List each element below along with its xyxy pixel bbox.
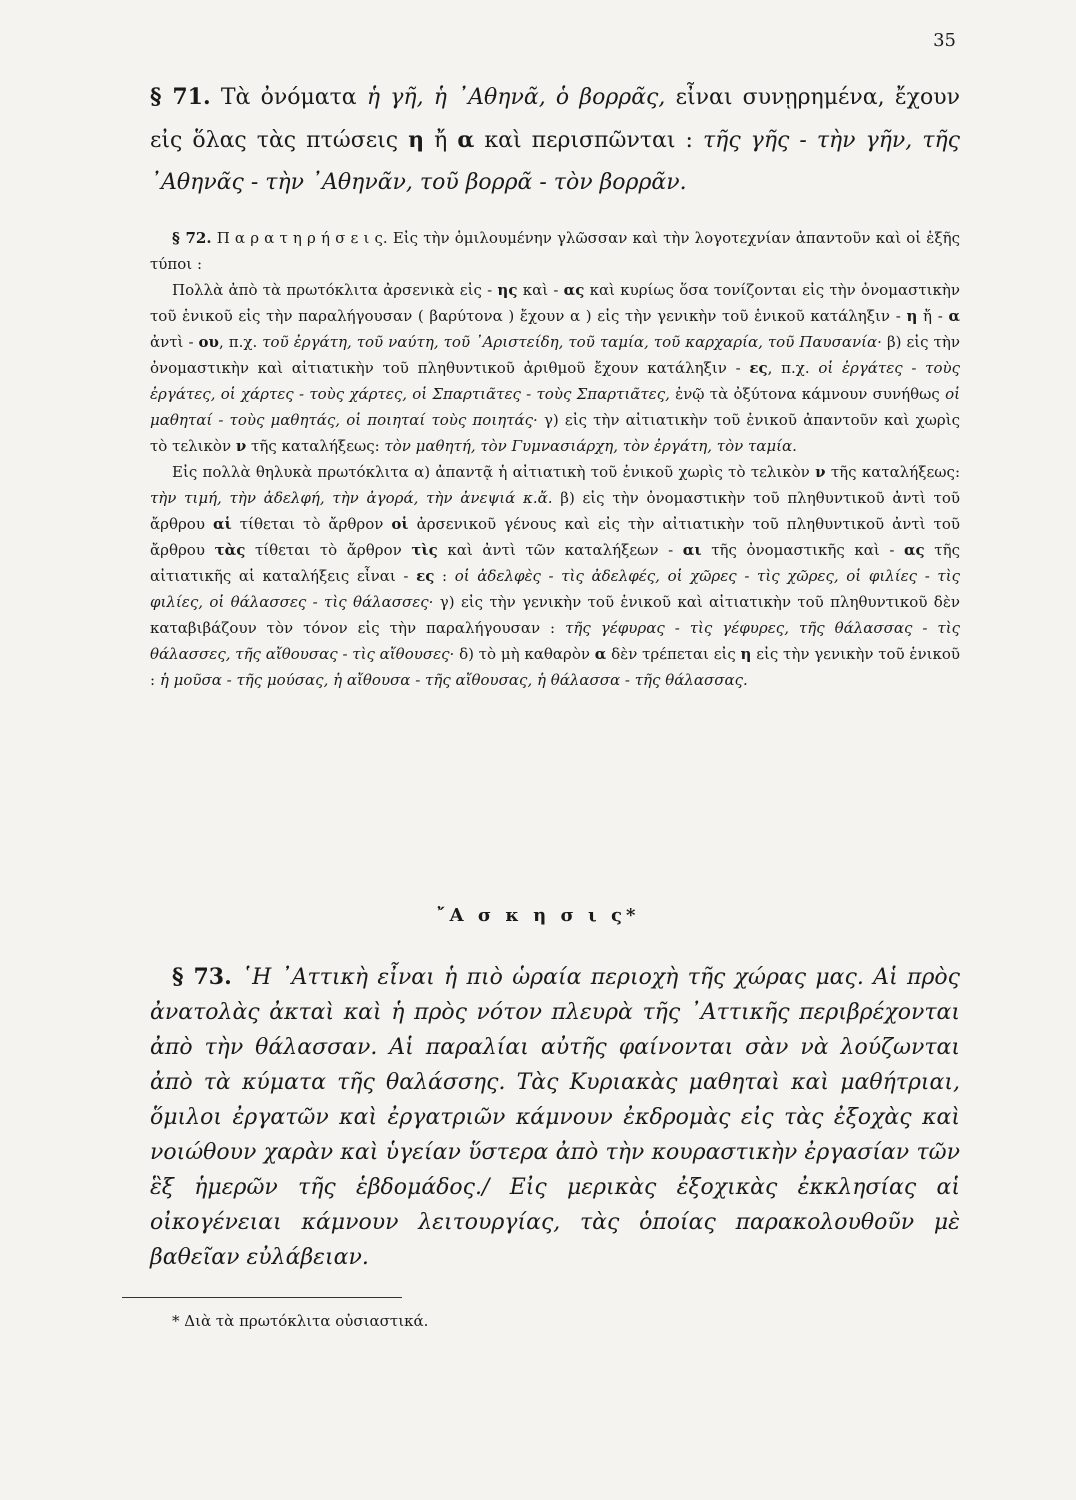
b: ες [749, 359, 768, 377]
italic-span: τῆς γῆς - τὴν γῆν, τῆς ᾿Αθηνᾶς - τὴν ᾿Αθηνᾶν, τοῦ βορρᾶ - τὸν βορρᾶν. [150, 128, 960, 195]
section-number: § 71. [150, 84, 211, 110]
b: τὶς [411, 541, 438, 559]
i: τὸν μαθητή, τὸν Γυμνασιάρχη, τὸν ἐργάτη, τὸν ταμία. [384, 437, 797, 455]
i: οἱ ἐργάτες - τοὺς ἐργάτες, οἱ χάρτες - τοὺς χάρτες, οἱ Σπαρτιᾶτες - τοὺς Σπαρτιᾶτες, [150, 359, 960, 403]
t: τῆς καταλήξεως: [825, 463, 960, 481]
section-73 [150, 960, 960, 1275]
b: η [906, 307, 918, 325]
t: καὶ κυρίως ὅσα τονίζονται εἰς τὴν ὀνομαστικὴν τοῦ ἑνικοῦ εἰς τὴν παραλήγουσαν ( βαρύτονα ) ἔχουν α ) εἰς τὴν γενικὴν τοῦ ἑνικοῦ κατάληξιν - [150, 281, 960, 325]
text-span: Τὰ ὀνόματα [210, 85, 367, 110]
t: εἰς τὴν γενικὴν τοῦ ἑνικοῦ : [150, 645, 961, 689]
b: αι [682, 541, 702, 559]
t: β) εἰς τὴν ὀνομαστικὴν καὶ αἰτιατικὴν τοῦ πληθυντικοῦ ἀριθμοῦ ἔχουν κατάληξιν - [150, 333, 960, 377]
t: τῆς καταλήξεως: [246, 437, 385, 455]
page-number: 35 [933, 30, 956, 51]
i: οἱ μαθηταί - τοὺς μαθητάς, οἱ ποιηταί τοὺς ποιητάς· [150, 385, 960, 429]
t: , π.χ. [767, 359, 819, 377]
section-number: § 72. [172, 229, 212, 247]
footnote: * Διὰ τὰ πρωτόκλιτα οὐσιαστικά. [172, 1312, 429, 1330]
t: γ) εἰς τὴν αἰτιατικὴν τοῦ ἑνικοῦ ἀπαντοῦν καὶ χωρὶς τὸ τελικὸν [150, 411, 960, 455]
t: : [434, 567, 455, 585]
bold-span: η [408, 127, 425, 153]
t: ἐνῷ τὰ ὀξύτονα κάμνουν συνήθως [669, 385, 946, 403]
masculine-paragraph [150, 277, 960, 459]
section-number: § 73. [172, 964, 232, 990]
i: ἡ μοῦσα - τῆς μούσας, ἡ αἴθουσα - τῆς αἴθουσας, ἡ θάλασσα - τῆς θάλασσας. [159, 671, 748, 689]
t: δ) τὸ μὴ καθαρὸν [454, 645, 595, 663]
t: ἀντὶ - [150, 333, 199, 351]
t: γ) εἰς τὴν γενικὴν τοῦ ἑνικοῦ καὶ αἰτιατικὴν τοῦ πληθυντικοῦ δὲν καταβιβάζουν τὸν τόνον εἰς τὴν παραλήγουσαν : [150, 593, 960, 637]
b: ν [815, 463, 826, 481]
i: τοῦ ἐργάτη, τοῦ ναύτη, τοῦ ᾿Αριστείδη, τοῦ ταμία, τοῦ καρχαρία, τοῦ Παυσανία· [262, 333, 882, 351]
b: ες [416, 567, 435, 585]
b: ης [497, 281, 518, 299]
feminine-paragraph [150, 459, 960, 693]
bold-span: α [457, 127, 475, 153]
text-span: ἤ [424, 128, 458, 153]
t: Πολλὰ ἀπὸ τὰ πρωτόκλιτα ἀρσενικὰ εἰς - [172, 281, 498, 299]
text-span: Εἰς τὴν ὁμιλουμένην γλῶσσαν καὶ τὴν λογοτεχνίαν ἀπαντοῦν καὶ οἱ ἑξῆς τύποι : [150, 229, 960, 273]
t: δὲν τρέπεται εἰς [606, 645, 741, 663]
observations-label: Π α ρ α τ η ρ ή σ ε ι ς. [211, 229, 388, 247]
t: τῆς αἰτιατικῆς αἱ καταλήξεις εἶναι - [150, 541, 960, 585]
b: ν [235, 437, 247, 455]
t: ἤ - [917, 307, 949, 325]
b: αἱ [212, 515, 232, 533]
i: τῆς γέφυρας - τὶς γέφυρες, τῆς θάλασσας - τὶς θάλασσες, τῆς αἴθουσας - τὶς αἴθουσες· [150, 619, 960, 663]
t: καὶ - [517, 281, 564, 299]
b: α [594, 645, 607, 663]
section-71 [150, 76, 960, 204]
b: ου [198, 333, 219, 351]
text-span: καὶ περισπῶνται : [474, 128, 703, 153]
t: Εἰς πολλὰ θηλυκὰ πρωτόκλιτα α) ἀπαντᾷ ἡ αἰτιατικὴ τοῦ ἑνικοῦ χωρὶς τὸ τελικὸν [172, 463, 816, 481]
t: τίθεται τὸ ἄρθρον [231, 515, 392, 533]
section-72 [150, 225, 960, 693]
b: ας [563, 281, 585, 299]
t: β) εἰς τὴν ὀνομαστικὴν τοῦ πληθυντικοῦ ἀντὶ τοῦ ἄρθρου [150, 489, 960, 533]
b: ας [904, 541, 925, 559]
t: τῆς ὀνομαστικῆς καὶ - [701, 541, 904, 559]
i: οἱ ἀδελφὲς - τὶς ἀδελφές, οἱ χῶρες - τὶς χῶρες, οἱ φιλίες - τὶς φιλίες, οἱ θάλασσες - τὶς θάλασσες· [150, 567, 960, 611]
t: ἀρσενικοῦ γένους καὶ εἰς τὴν αἰτιατικὴν τοῦ πληθυντικοῦ ἀντὶ τοῦ ἄρθρου [150, 515, 960, 559]
exercise-paragraph [150, 960, 960, 1275]
exercise-text: ῾Η ᾿Αττικὴ εἶναι ἡ πιὸ ὡραία περιοχὴ τῆς χώρας μας. Αἱ πρὸς ἀνατολὰς ἀκταὶ καὶ ἡ πρὸς νότον πλευρὰ τῆς ᾿Αττικῆς περιβρέχονται ἀπὸ τὴν θάλασσαν. Αἱ παραλίαι αὐτῆς φαίνονται σὰν νὰ λούζωνται ἀπὸ τὰ κύματα τῆς θαλάσσης. Τὰς Κυριακὰς μαθηταὶ καὶ μαθήτριαι, ὅμιλοι ἐργατῶν καὶ ἐργατριῶν κάμνουν ἐκδρομὰς εἰς τὰς ἐξοχὰς καὶ νοιώθουν χαρὰν καὶ ὑγείαν ὕστερα ἀπὸ τὴν κουραστικὴν ἐργασίαν τῶν ἓξ ἡμερῶν τῆς ἑβδομάδος./ Εἰς μερικὰς ἐξοχικὰς ἐκκλησίας αἱ οἰκογένειαι κάμνουν λειτουργίας, τὰς ὁποίας παρακολουθοῦν μὲ βαθεῖαν εὐλάβειαν. [150, 965, 960, 1270]
italic-span: ἡ γῆ, ἡ ᾿Αθηνᾶ, ὁ βορρᾶς, [366, 85, 666, 110]
b: α [948, 307, 960, 325]
section-72-intro [150, 225, 960, 277]
exercise-heading: ῎Α σ κ η σ ι ς* [436, 905, 640, 926]
i: τὴν τιμή, τὴν ἀδελφή, τὴν ἀγορά, τὴν ἀνεψιά κ.ἄ. [150, 489, 553, 507]
b: τὰς [214, 541, 246, 559]
footnote-rule [122, 1297, 402, 1298]
t: τίθεται τὸ ἄρθρον [245, 541, 412, 559]
b: η [740, 645, 752, 663]
t: καὶ ἀντὶ τῶν καταλήξεων - [437, 541, 683, 559]
text-span: εἶναι συνῃρημένα, ἔχουν εἰς ὅλας τὰς πτώσεις [150, 85, 960, 153]
b: οἱ [391, 515, 409, 533]
t: , π.χ. [218, 333, 263, 351]
